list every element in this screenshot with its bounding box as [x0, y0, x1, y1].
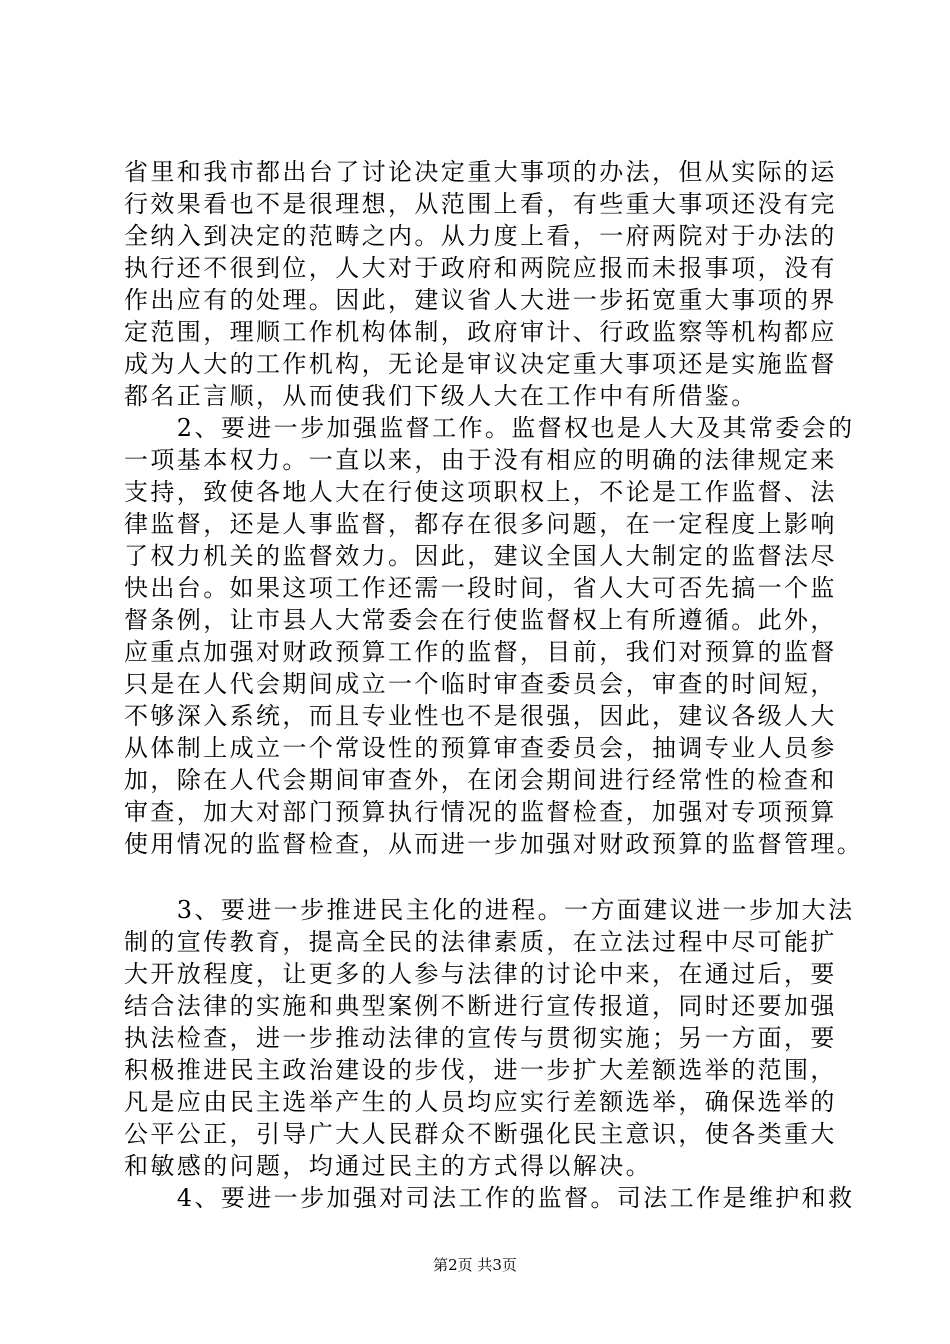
text-line: 省里和我市都出台了讨论决定重大事项的办法，但从实际的运 — [124, 158, 837, 186]
text-line: 行效果看也不是很理想，从范围上看，有些重大事项还没有完 — [124, 190, 837, 218]
text-line: 都名正言顺，从而使我们下级人大在工作中有所借鉴。 — [124, 382, 758, 410]
text-line: 3、要进一步推进民主化的进程。一方面建议进一步加大法 — [124, 896, 855, 924]
text-line: 了权力机关的监督效力。因此，建议全国人大制定的监督法尽 — [124, 542, 837, 570]
text-line: 从体制上成立一个常设性的预算审查委员会，抽调专业人员参 — [124, 734, 837, 762]
text-line: 一项基本权力。一直以来，由于没有相应的明确的法律规定来 — [124, 446, 837, 474]
text-line: 和敏感的问题，均通过民主的方式得以解决。 — [124, 1152, 652, 1180]
text-line: 定范围，理顺工作机构体制，政府审计、行政监察等机构都应 — [124, 318, 837, 346]
paragraph-spacer — [124, 860, 844, 894]
text-line: 只是在人代会期间成立一个临时审查委员会，审查的时间短， — [124, 670, 837, 698]
text-line: 不够深入系统，而且专业性也不是很强，因此，建议各级人大 — [124, 702, 837, 730]
text-line: 支持，致使各地人大在行使这项职权上，不论是工作监督、法 — [124, 478, 837, 506]
text-line: 大开放程度，让更多的人参与法律的讨论中来，在通过后，要 — [124, 960, 837, 988]
page-number-label: 第2页 共3页 — [433, 1256, 517, 1274]
text-line: 审查，加大对部门预算执行情况的监督检查，加强对专项预算 — [124, 798, 837, 826]
text-line: 作出应有的处理。因此，建议省人大进一步拓宽重大事项的界 — [124, 286, 837, 314]
text-line: 制的宣传教育，提高全民的法律素质，在立法过程中尽可能扩 — [124, 928, 837, 956]
text-line: 4、要进一步加强对司法工作的监督。司法工作是维护和救 — [124, 1184, 855, 1212]
text-line: 公平公正，引导广大人民群众不断强化民主意识，使各类重大 — [124, 1120, 837, 1148]
document-body — [124, 156, 864, 1214]
text-line: 积极推进民主政治建设的步伐，进一步扩大差额选举的范围， — [124, 1056, 837, 1084]
text-line: 2、要进一步加强监督工作。监督权也是人大及其常委会的 — [124, 414, 855, 442]
text-line: 加，除在人代会期间审查外，在闭会期间进行经常性的检查和 — [124, 766, 837, 794]
text-line: 执行还不很到位，人大对于政府和两院应报而未报事项，没有 — [124, 254, 837, 282]
paragraph-4 — [124, 1182, 855, 1214]
text-line: 应重点加强对财政预算工作的监督，目前，我们对预算的监督 — [124, 638, 837, 666]
text-line: 督条例，让市县人大常委会在行使监督权上有所遵循。此外， — [124, 606, 837, 634]
paragraph-3 — [124, 894, 855, 1182]
text-line: 使用情况的监督检查，从而进一步加强对财政预算的监督管理。 — [124, 830, 864, 858]
text-line: 快出台。如果这项工作还需一段时间，省人大可否先搞一个监 — [124, 574, 837, 602]
paragraph-2 — [124, 412, 864, 860]
text-line: 凡是应由民主选举产生的人员均应实行差额选举，确保选举的 — [124, 1088, 837, 1116]
text-line: 全纳入到决定的范畴之内。从力度上看，一府两院对于办法的 — [124, 222, 837, 250]
text-line: 成为人大的工作机构，无论是审议决定重大事项还是实施监督 — [124, 350, 837, 378]
paragraph-1 — [124, 156, 844, 412]
text-line: 执法检查，进一步推动法律的宣传与贯彻实施；另一方面，要 — [124, 1024, 837, 1052]
text-line: 律监督，还是人事监督，都存在很多问题，在一定程度上影响 — [124, 510, 837, 538]
page-footer — [0, 1255, 950, 1275]
text-line: 结合法律的实施和典型案例不断进行宣传报道，同时还要加强 — [124, 992, 837, 1020]
